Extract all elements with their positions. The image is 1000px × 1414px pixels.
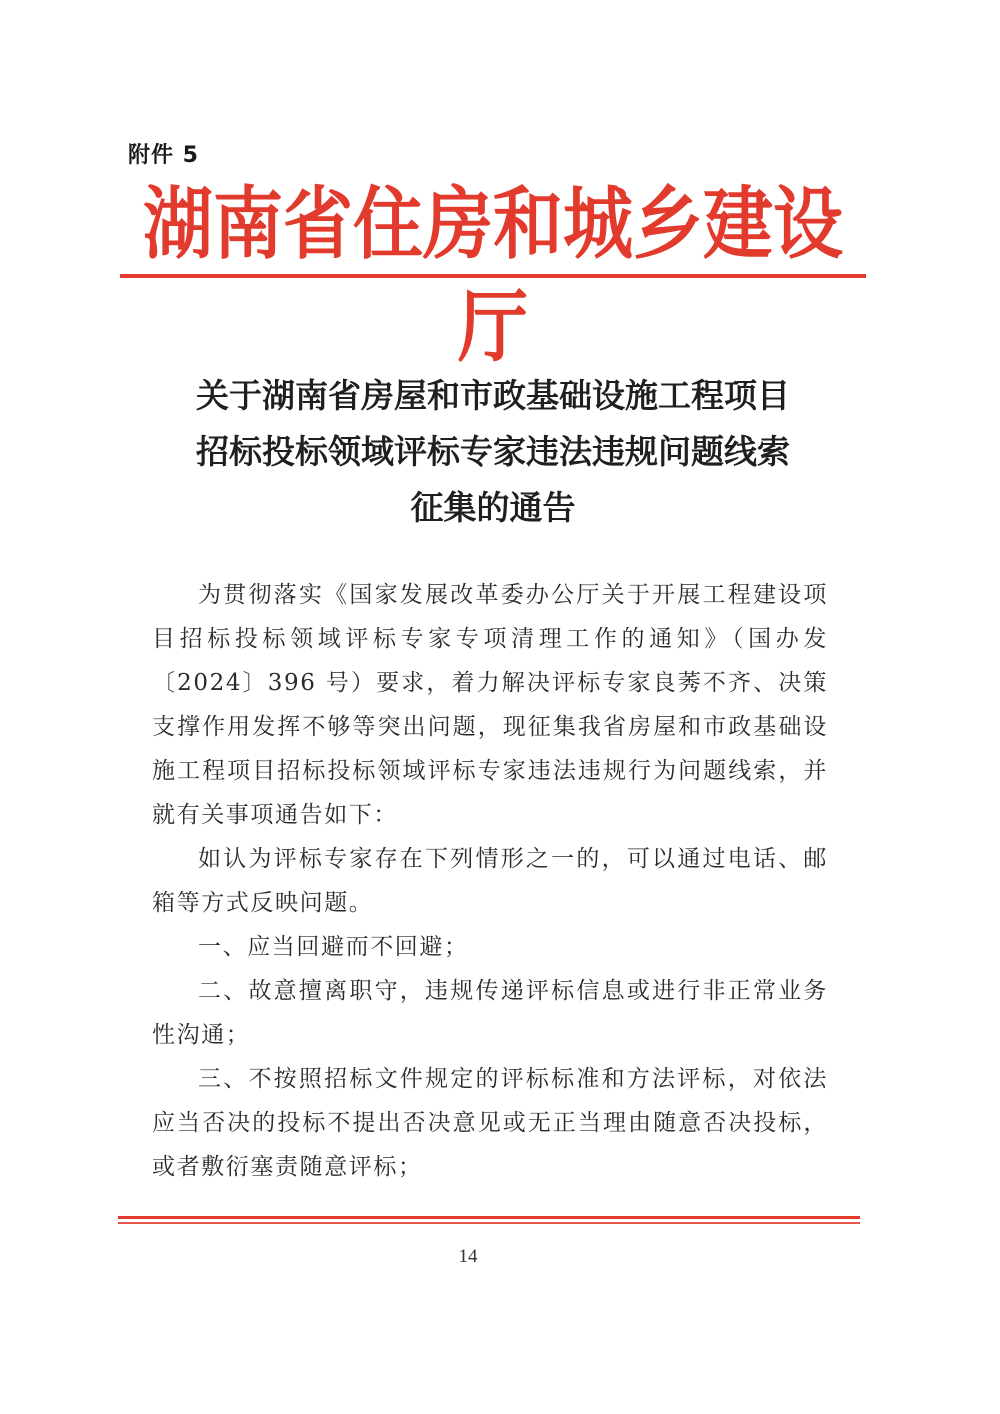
issuer-masthead: 湖南省住房和城乡建设厅	[143, 178, 843, 373]
document-body	[152, 573, 828, 1189]
list-item-3: 三、不按照招标文件规定的评标标准和方法评标，对依法应当否决的投标不提出否决意见或无正当理由随意否决投标，或者敷衍塞责随意评标；	[152, 1066, 828, 1180]
title-line-3: 征集的通告	[410, 488, 576, 527]
paragraph-reporting: 如认为评标专家存在下列情形之一的，可以通过电话、邮箱等方式反映问题。	[152, 846, 828, 916]
attachment-label: 附件 5	[128, 143, 199, 168]
paragraph-intro: 为贯彻落实《国家发展改革委办公厅关于开展工程建设项目招标投标领域评标专家专项清理工作的通知》（国办发〔2024〕396 号）要求，着力解决评标专家良莠不齐、决策支撑作用发挥不够等突出问题，现征集我省房屋和市政基础设施工程项目招标投标领域评标专家违法违规行为问题线索，并就有关事项通告如下：	[152, 582, 828, 828]
title-line-1: 关于湖南省房屋和市政基础设施工程项目	[196, 376, 790, 415]
footer-red-rule	[118, 1216, 860, 1219]
footer-red-rule-thin	[118, 1222, 860, 1224]
list-item-2: 二、故意擅离职守，违规传递评标信息或进行非正常业务性沟通；	[152, 978, 828, 1048]
list-item-1: 一、应当回避而不回避；	[198, 934, 469, 960]
masthead-red-rule	[120, 274, 866, 278]
title-line-2: 招标投标领域评标专家违法违规问题线索	[196, 432, 790, 471]
page-number: 14	[458, 1246, 478, 1267]
document-title	[120, 368, 866, 536]
